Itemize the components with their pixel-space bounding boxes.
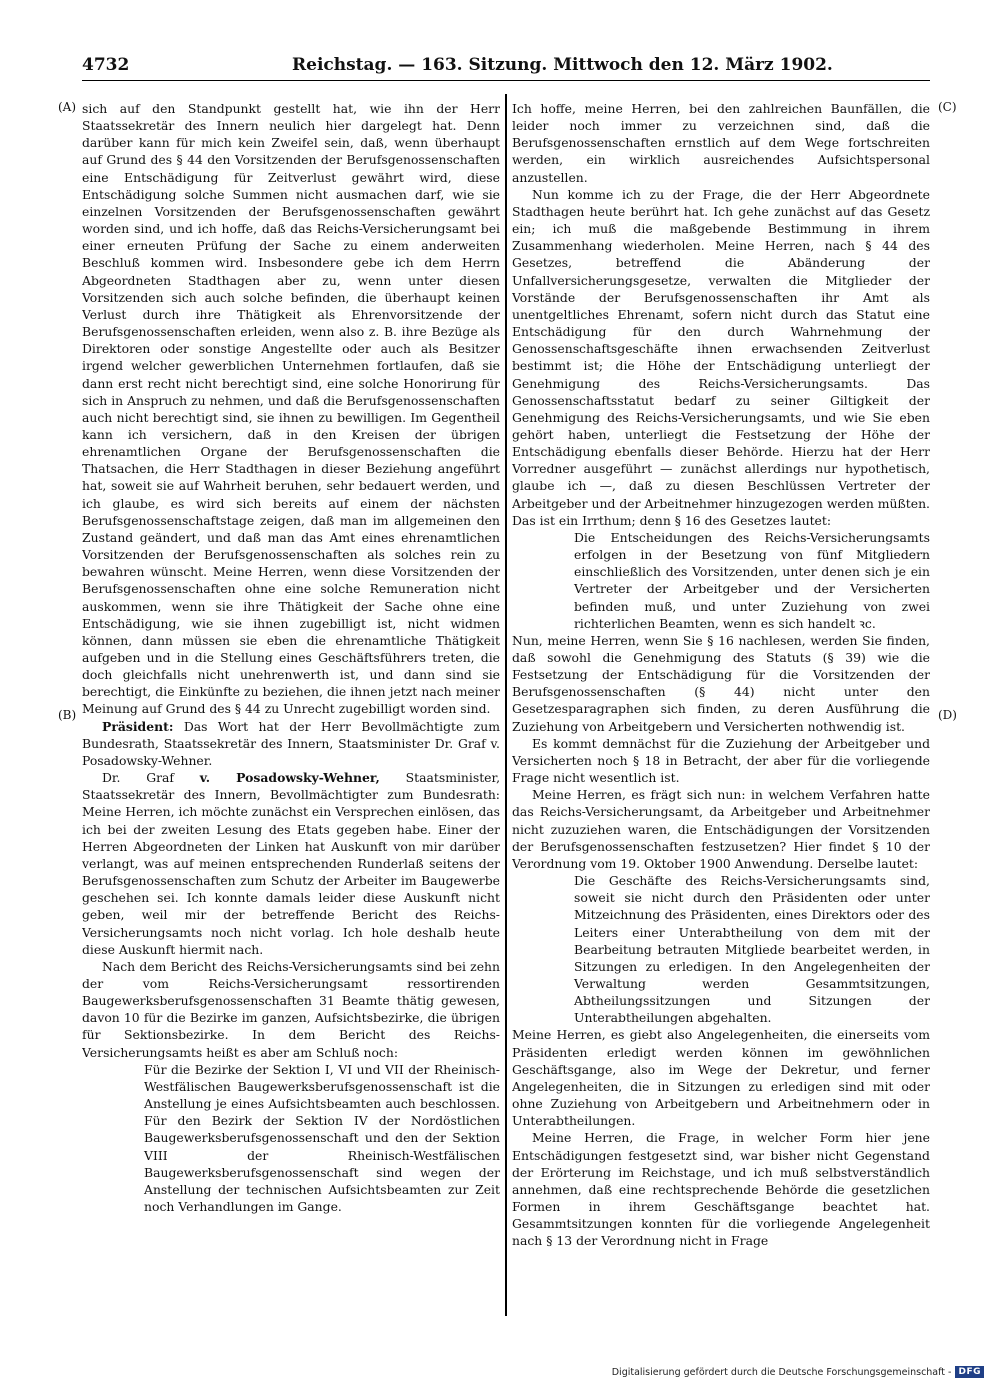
paragraph-text: Staatsminister, Staatssekretär des Innern, Bevollmächtigter zum Bundesrath: Meine Herren, ich möchte zunächst ein Versprechen einlösen, das ich bei der zweiten Lesung des Etats gegeben habe. Einer der Herren Abgeordneten der Linken hat Auskunft von mir darüber verlangt, was auf meinen entsprechenden Runderlaß seitens der Berufsgenossenschaften zum Schutz der Arbeiter im Baugewerbe geschehen sei. Ich konnte damals leider diese Auskunft nicht geben, weil mir der betreffende Bericht des Reichs-Versicherungsamts noch nicht vorlag. Ich hole deshalb heute diese Auskunft hiermit nach. [82,770,500,957]
left-column [82,100,500,1328]
speaker-prefix: Dr. Graf [102,770,200,786]
margin-mark-c: (C) [938,100,957,114]
column-divider [505,94,507,1316]
paragraph: Meine Herren, die Frage, in welcher Form hier jene Entschädigungen festgesetzt sind, war bisher nicht Gegenstand der Erörterung im Reichstage, und ich muß selbstverständlich annehmen, daß eine rechtsprechende Behörde die gesetzlichen Formen in ihrem Geschäftsgange beachtet hat. Gesammtsitzungen konnten für die vorliegende Angelegenheit nach § 13 der Verordnung nicht in Frage [512,1130,930,1249]
speaker-name: Präsident: [102,718,174,734]
paragraph: Meine Herren, es frägt sich nun: in welchem Verfahren hatte das Reichs-Versicherungsamt, da Arbeitgeber und Arbeitnehmer nicht zuzuziehen waren, die Entschädigungen der Vorsitzenden der Berufsgenossenschaften festzusetzen? Hier findet § 10 der Verordnung vom 19. Oktober 1900 Anwendung. Derselbe lautet: [512,787,930,871]
margin-mark-b: (B) [58,708,77,722]
paragraph: Meine Herren, es giebt also Angelegenheiten, die einerseits vom Präsidenten erledigt werden können im gewöhnlichen Geschäftsgange, also im Wege der Dekretur, und ferner Angelegenheiten, die in Sitzungen zu erledigen sind mit oder ohne Zuziehung von Arbeitgebern und Arbeitnehmern oder in Unterabtheilungen. [512,1027,930,1129]
speaker-name: v. Posadowsky-Wehner, [199,770,380,786]
right-column [512,100,930,1328]
paragraph-text: Das Wort hat der Herr Bevollmächtigte zum Bundesrath, Staatssekretär des Innern, Staatsminister Dr. Graf v. Posadowsky-Wehner. [82,718,500,768]
page-number: 4732 [82,55,130,75]
paragraph: Ich hoffe, meine Herren, bei den zahlreichen Baunfällen, die leider noch immer zu verzeichnen sind, daß die Berufsgenossenschaften ernstlich auf dem Wege fortschreiten werden, ein wirklich ausreichendes Aufsichtspersonal anzustellen. [512,101,930,185]
block-quote: Die Geschäfte des Reichs-Versicherungsamts sind, soweit sie nicht durch den Präsidenten oder unter Mitzeichnung des Präsidenten, eines Direktors oder des Leiters einer Unterabtheilung von dem mit der Bearbeitung betrauten Mitgliede bearbeitet werden, in Sitzungen zu erledigen. In den Angelegenheiten der Verwaltung werden Gesammtsitzungen, Abtheilungssitzungen und Sitzungen der Unterabtheilungen abgehalten. [574,873,930,1026]
digitization-credit [612,1364,984,1380]
running-title: Reichstag. — 163. Sitzung. Mittwoch den 12. März 1902. [292,55,833,75]
paragraph: Nach dem Bericht des Reichs-Versicherungsamts sind bei zehn der vom Reichs-Versicherungsamt ressortirenden Baugewerksberufsgenossenschaften 31 Beamte thätig gewesen, davon 10 für die Bezirke im ganzen, Aufsichtsbezirke, die übrigen für Sektionsbezirke. In dem Bericht des Reichs-Versicherungsamts heißt es aber am Schluß noch: [82,958,500,1060]
margin-mark-a: (A) [58,100,77,114]
paragraph: sich auf den Standpunkt gestellt hat, wie ihn der Herr Staatssekretär des Innern neulich hier dargelegt hat. Denn darüber kann für mich kein Zweifel sein, daß, wenn überhaupt auf Grund des § 44 den Vorsitzenden der Berufsgenossenschaften eine Entschädigung für Zeitverlust gewährt wird, diese Entschädigung solche Summen nicht ausmachen darf, wie sie einzelnen Vorsitzenden der Berufsgenossenschaften gewährt worden sind, und ich hoffe, daß das Reichs-Versicherungsamt bei einer erneuten Prüfung der Sache zu einem anderweiten Beschluß kommen wird. Insbesondere gebe ich dem Herrn Abgeordneten Stadthagen aber zu, wenn unter diesen Vorsitzenden sich auch solche befinden, die überhaupt keinen Verlust durch ihre Thätigkeit als Ehrenvorsitzende der Berufsgenossenschaften erleiden, wenn also z. B. ihre Bezüge als Direktoren oder sonstige Angestellte oder auch als Besitzer irgend welcher gewerblichen Unternehmen fortlaufen, daß sie dann erst recht nicht berechtigt sind, eine solche Honorirung für sich in Anspruch zu nehmen, und daß die Berufsgenossenschaften auch nicht berechtigt sind, sie ihnen zu bewilligen. Im Gegentheil kann ich versichern, daß in den Kreisen der übrigen ehrenamtlichen Organe der Berufsgenossenschaften die Thatsachen, die Herr Stadthagen in dieser Beziehung angeführt hat, soweit sie auf Wahrheit beruhen, sehr bedauert werden, und ich glaube, es wird sich bereits auf einem der nächsten Berufsgenossenschaftstage zeigen, daß man im allgemeinen den Zustand geändert, und daß man das Amt eines ehrenamtlichen Vorsitzenden der Berufsgenossenschaften als solches rein zu bewahren wünscht. Meine Herren, wenn diese Vorsitzenden der Berufsgenossenschaften ohne eine solche Remuneration nicht auskommen, wenn sie ihre Thätigkeit der Sache ohne eine Entschädigung, wie sie ihnen zugebilligt ist, nicht widmen können, dann müssen sie eben die ehrenamtliche Thätigkeit aufgeben und in die Stellung eines Geschäftsführers treten, die doch gleichfalls nicht unehrenwerth ist, und dann sind sie berechtigt, die Einkünfte zu beziehen, die ihnen jetzt nach meiner Meinung auf Grund des § 44 zu Unrecht zugebilligt worden sind. [82,101,500,717]
page-header [82,50,930,81]
paragraph [82,718,500,769]
block-quote: Für die Bezirke der Sektion I, VI und VII der Rheinisch-Westfälischen Baugewerksberufsgenossenschaft ist die Anstellung je eines Aufsichtsbeamten auch beschlossen. Für den Bezirk der Sektion IV der Nordöstlichen Baugewerksberufsgenossenschaft und den der Sektion VIII der Rheinisch-Westfälischen Baugewerksberufsgenossenschaft sind wegen der Anstellung der technischen Aufsichtsbeamten zur Zeit noch Verhandlungen im Gange. [144,1061,500,1214]
credit-text: Digitalisierung gefördert durch die Deutsche Forschungsgemeinschaft - [611,1366,952,1378]
paragraph: Nun, meine Herren, wenn Sie § 16 nachlesen, werden Sie finden, daß sowohl die Genehmigung des Statuts (§ 39) wie die Festsetzung der Entschädigung für die Vorsitzenden der Berufsgenossenschaften (§ 44) nicht unter den Gesetzesparagraphen sich finden, zu deren Ausführung die Zuziehung von Arbeitgebern und Versicherten nothwendig ist. [512,632,930,734]
paragraph: Nun komme ich zu der Frage, die der Herr Abgeordnete Stadthagen heute berührt hat. Ich gehe zunächst auf das Gesetz ein; ich muß die maßgebende Bestimmung in ihrem Zusammenhang wiederholen. Meine Herren, nach § 44 des Gesetzes, betreffend die Abänderung der Unfallversicherungsgesetze, verwalten die Mitglieder der Vorstände der Berufsgenossenschaften ihr Amt als unentgeltliches Ehrenamt, sofern nicht durch das Statut eine Entschädigung für den durch Wahrnehmung der Genossenschaftsgeschäfte ihnen erwachsenden Zeitverlust bestimmt ist; die Höhe der Entschädigung unterliegt der Genehmigung des Reichs-Versicherungsamts. Das Genossenschaftsstatut bedarf zu seiner Giltigkeit der Genehmigung des Reichs-Versicherungsamts, und wie Sie eben gehört haben, unterliegt die Festsetzung der Höhe der Entschädigung ebenfalls dieser Behörde. Hierzu hat der Herr Vorredner ausgeführt — zunächst allerdings nur hypothetisch, glaube ich —, daß zu diesen Beschlüssen Vertreter der Arbeitgeber und der Arbeitnehmer hinzugezogen werden müßten. Das ist ein Irrthum; denn § 16 des Gesetzes lautet: [512,186,930,528]
paragraph [82,769,500,958]
block-quote: Die Entscheidungen des Reichs-Versicherungsamts erfolgen in der Besetzung von fünf Mitgliedern einschließlich des Vorsitzenden, unter denen sich je ein Vertreter der Arbeitgeber und der Versicherten befinden muß, und unter Zuziehung von zwei richterlichen Beamten, wenn es sich handelt ꝛc. [574,529,930,631]
paragraph: Es kommt demnächst für die Zuziehung der Arbeitgeber und Versicherten noch § 18 in Betracht, der aber für die vorliegende Frage nicht wesentlich ist. [512,735,930,786]
dfg-logo: DFG [955,1366,984,1378]
margin-mark-d: (D) [938,708,957,722]
